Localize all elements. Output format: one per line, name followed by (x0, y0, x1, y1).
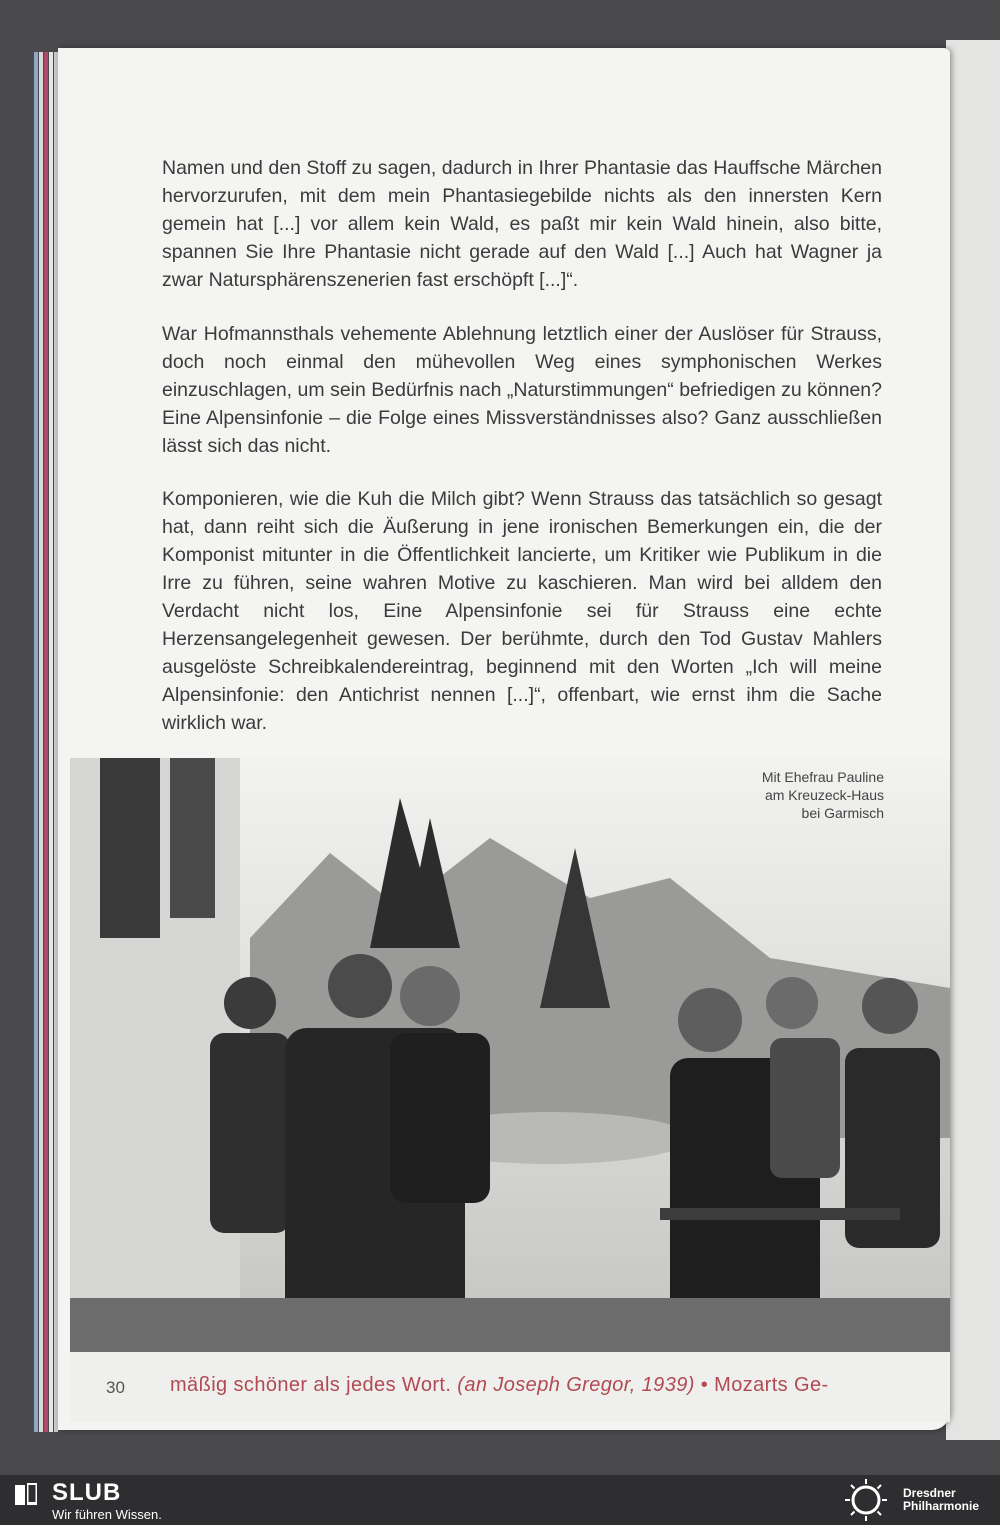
historical-photo (70, 758, 950, 1352)
paragraph-2: War Hofmannsthals vehemente Ablehnung letztlich einer der Auslöser für Strauss, doch noch einmal den mühevollen Weg eines symphonischen Werkes einzuschlagen, um sein Bedürfnis nach „Naturstimmungen“ befriedigen zu können? Eine Alpensinfonie – die Folge eines Missverständnisses also? Ganz ausschließen lässt sich das nicht. (162, 323, 882, 457)
philharmonie-logo-icon[interactable] (840, 1478, 892, 1522)
running-quote (170, 1374, 829, 1397)
opposite-page-edge (946, 40, 1000, 1440)
viewer-footer-bar (0, 1475, 1000, 1525)
slub-name[interactable]: SLUB (52, 1479, 122, 1506)
paragraph-1: Namen und den Stoff zu sagen, dadurch in Ihrer Phantasie das Hauffsche Märchen hervorzurufen, mit dem mein Phantasiegebilde nichts als den innersten Kern gemein hat [...] vor allem kein Wald, es paßt mir kein Wald hinein, also bitte, spannen Sie Ihre Phantasie nicht gerade auf den Wald [...] Auch hat Wagner ja zwar Natursphärenszenerien fast erschöpft [...]“. (162, 157, 882, 291)
running-quote-citation: (an Joseph Gregor, 1939) (457, 1374, 695, 1396)
slub-logo-icon (14, 1482, 38, 1506)
philharmonie-name: Dresdner Philharmonie (903, 1486, 980, 1513)
slub-tagline: Wir führen Wissen. (52, 1507, 162, 1522)
photo-caption: Mit Ehefrau Pauline am Kreuzeck-Haus bei Garmisch (761, 769, 884, 821)
running-quote-lead: mäßig schöner als jedes Wort. (170, 1374, 458, 1396)
running-quote-tail: • Mozarts Ge- (694, 1374, 829, 1396)
book-page (58, 48, 950, 1430)
paragraph-3: Komponieren, wie die Kuh die Milch gibt? Wenn Strauss das tatsächlich so gesagt hat, dann reiht sich die Äußerung in jene ironischen Bemerkungen ein, die der Komponist mitunter in die Öffentlichkeit lancierte, um Kritiker wie Publikum in die Irre zu führen, seine wahren Motive zu kaschieren. Man wird bei alldem den Verdacht nicht los, Eine Alpensinfonie sei für Strauss eine echte Herzensangelegenheit gewesen. Der berühmte, durch den Tod Gustav Mahlers ausgelöste Schreibkalendereintrag, beginnend mit den Worten „Ich will meine Alpensinfonie: den Antichrist nennen [...]“, offenbart, wie ernst ihm die Sache wirklich war. (162, 488, 882, 734)
page-number: 30 (106, 1378, 125, 1397)
